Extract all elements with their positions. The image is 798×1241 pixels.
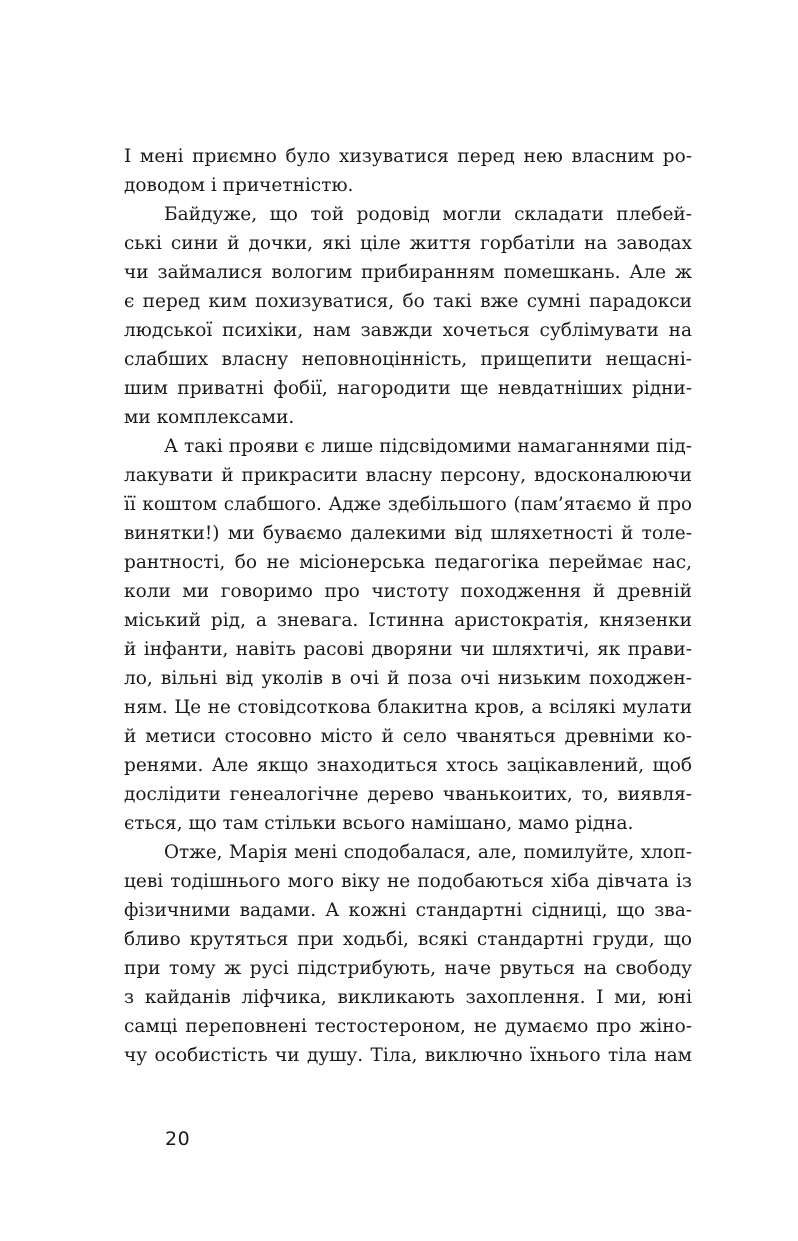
text-line: слабших власну неповноцінність, прищепити нещасні- bbox=[124, 349, 692, 370]
text-line: доводом і причетністю. bbox=[124, 175, 354, 196]
text-line: самці переповнені тестостероном, не думаємо про жіно- bbox=[124, 1016, 692, 1037]
text-line: ло, вільні від уколів в очі й поза очі низьким походжен- bbox=[124, 668, 692, 689]
text-line: ми комплексами. bbox=[124, 407, 295, 428]
text-line: є перед ким похизуватися, бо такі вже сумні парадокси bbox=[124, 291, 692, 312]
text-line: й метиси стосовно місто й село чваняться древніми ко- bbox=[124, 726, 692, 747]
text-line: А такі прояви є лише підсвідомими намаганнями під- bbox=[164, 436, 692, 457]
text-line: І мені приємно було хизуватися перед нею власним ро- bbox=[124, 146, 692, 167]
text-line: дослідити генеалогічне дерево чванькоитих, то, виявля- bbox=[124, 784, 692, 805]
text-line: її коштом слабшого. Адже здебільшого (пам’ятаємо й про bbox=[124, 494, 692, 515]
text-line: ється, що там стільки всього намішано, мамо рідна. bbox=[124, 813, 634, 834]
text-line: ські сини й дочки, які ціле життя горбатіли на заводах bbox=[124, 233, 692, 254]
text-line: фізичними вадами. А кожні стандартні сідниці, що зва- bbox=[124, 900, 692, 921]
text-line: міський рід, а зневага. Істинна аристократія, князенки bbox=[124, 610, 692, 631]
text-line: Байдуже, що той родовід могли складати плебей- bbox=[164, 204, 692, 225]
body-text bbox=[124, 142, 692, 1070]
text-line: бливо крутяться при ходьбі, всякі стандартні груди, що bbox=[124, 929, 692, 950]
page-number: 20 bbox=[165, 1128, 191, 1150]
text-line: чу особистість чи душу. Тіла, виключно їхнього тіла нам bbox=[124, 1045, 692, 1066]
text-line: й інфанти, навіть расові дворяни чи шляхтичі, як прави- bbox=[124, 639, 692, 660]
text-line: цеві тодішнього мого віку не подобаються хіба дівчата із bbox=[124, 871, 692, 892]
text-line: шим приватні фобії, нагородити ще невдатніших рідни- bbox=[124, 378, 692, 399]
text-line: чи займалися вологим прибиранням помешкань. Але ж bbox=[124, 262, 692, 283]
text-line: при тому ж русі підстрибують, наче рвуться на свободу bbox=[124, 958, 692, 979]
text-line: лакувати й прикрасити власну персону, вдосконалюючи bbox=[124, 465, 692, 486]
text-line: винятки!) ми буваємо далекими від шляхетності й толе- bbox=[124, 523, 692, 544]
text-line: з кайданів ліфчика, викликають захоплення. І ми, юні bbox=[124, 987, 692, 1008]
text-line: ренями. Але якщо знаходиться хтось зацікавлений, щоб bbox=[124, 755, 692, 776]
text-line: Отже, Марія мені сподобалася, але, помилуйте, хлоп- bbox=[164, 842, 692, 863]
text-line: людської психіки, нам завжди хочеться сублімувати на bbox=[124, 320, 692, 341]
text-line: ням. Це не стовідсоткова блакитна кров, а всілякі мулати bbox=[124, 697, 692, 718]
text-line: коли ми говоримо про чистоту походження й древній bbox=[124, 581, 692, 602]
text-line: рантності, бо не місіонерська педагогіка переймає нас, bbox=[124, 552, 692, 573]
